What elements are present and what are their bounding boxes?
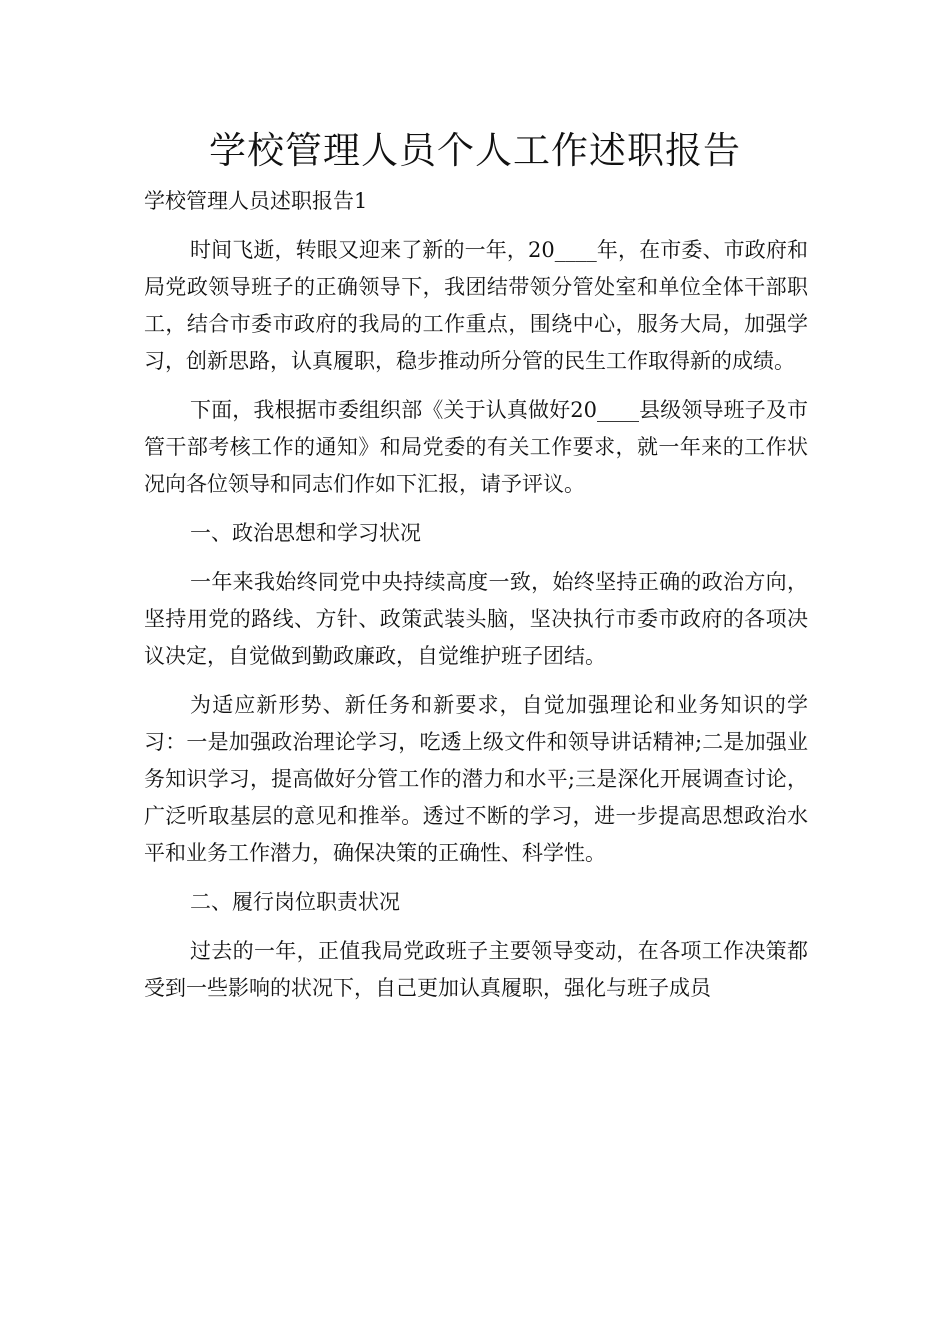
paragraph-report-basis: 下面，我根据市委组织部《关于认真做好20____县级领导班子及市管干部考核工作的通知》和局党委的有关工作要求，就一年来的工作状况向各位领导和同志们作如下汇报，请予评议。 (144, 398, 808, 496)
document-title: 学校管理人员个人工作述职报告 (209, 129, 741, 172)
report-subtitle: 学校管理人员述职报告1 (144, 189, 368, 213)
paragraph-politics: 一年来我始终同党中央持续高度一致，始终坚持正确的政治方向，坚持用党的路线、方针、政策武装头脑，坚决执行市委市政府的各项决议决定，自觉做到勤政廉政，自觉维护班子团结。 (144, 570, 808, 668)
paragraph-duties: 过去的一年，正值我局党政班子主要领导变动，在各项工作决策都受到一些影响的状况下，自己更加认真履职，强化与班子成员 (144, 939, 808, 1000)
paragraph-study: 为适应新形势、新任务和新要求，自觉加强理论和业务知识的学习：一是加强政治理论学习，吃透上级文件和领导讲话精神;二是加强业务知识学习，提高做好分管工作的潜力和水平;三是深化开展调查讨论，广泛听取基层的意见和推举。透过不断的学习，进一步提高思想政治水平和业务工作潜力，确保决策的正确性、科学性。 (144, 693, 808, 865)
section-heading-politics-study: 一、政治思想和学习状况 (190, 521, 421, 545)
section-heading-duties: 二、履行岗位职责状况 (190, 890, 400, 914)
document-body (144, 183, 808, 1007)
paragraph-intro: 时间飞逝，转眼又迎来了新的一年，20____年，在市委、市政府和局党政领导班子的正确领导下，我团结带领分管处室和单位全体干部职工，结合市委市政府的我局的工作重点，围绕中心，服务大局，加强学习，创新思路，认真履职，稳步推动所分管的民生工作取得新的成绩。 (144, 238, 808, 373)
